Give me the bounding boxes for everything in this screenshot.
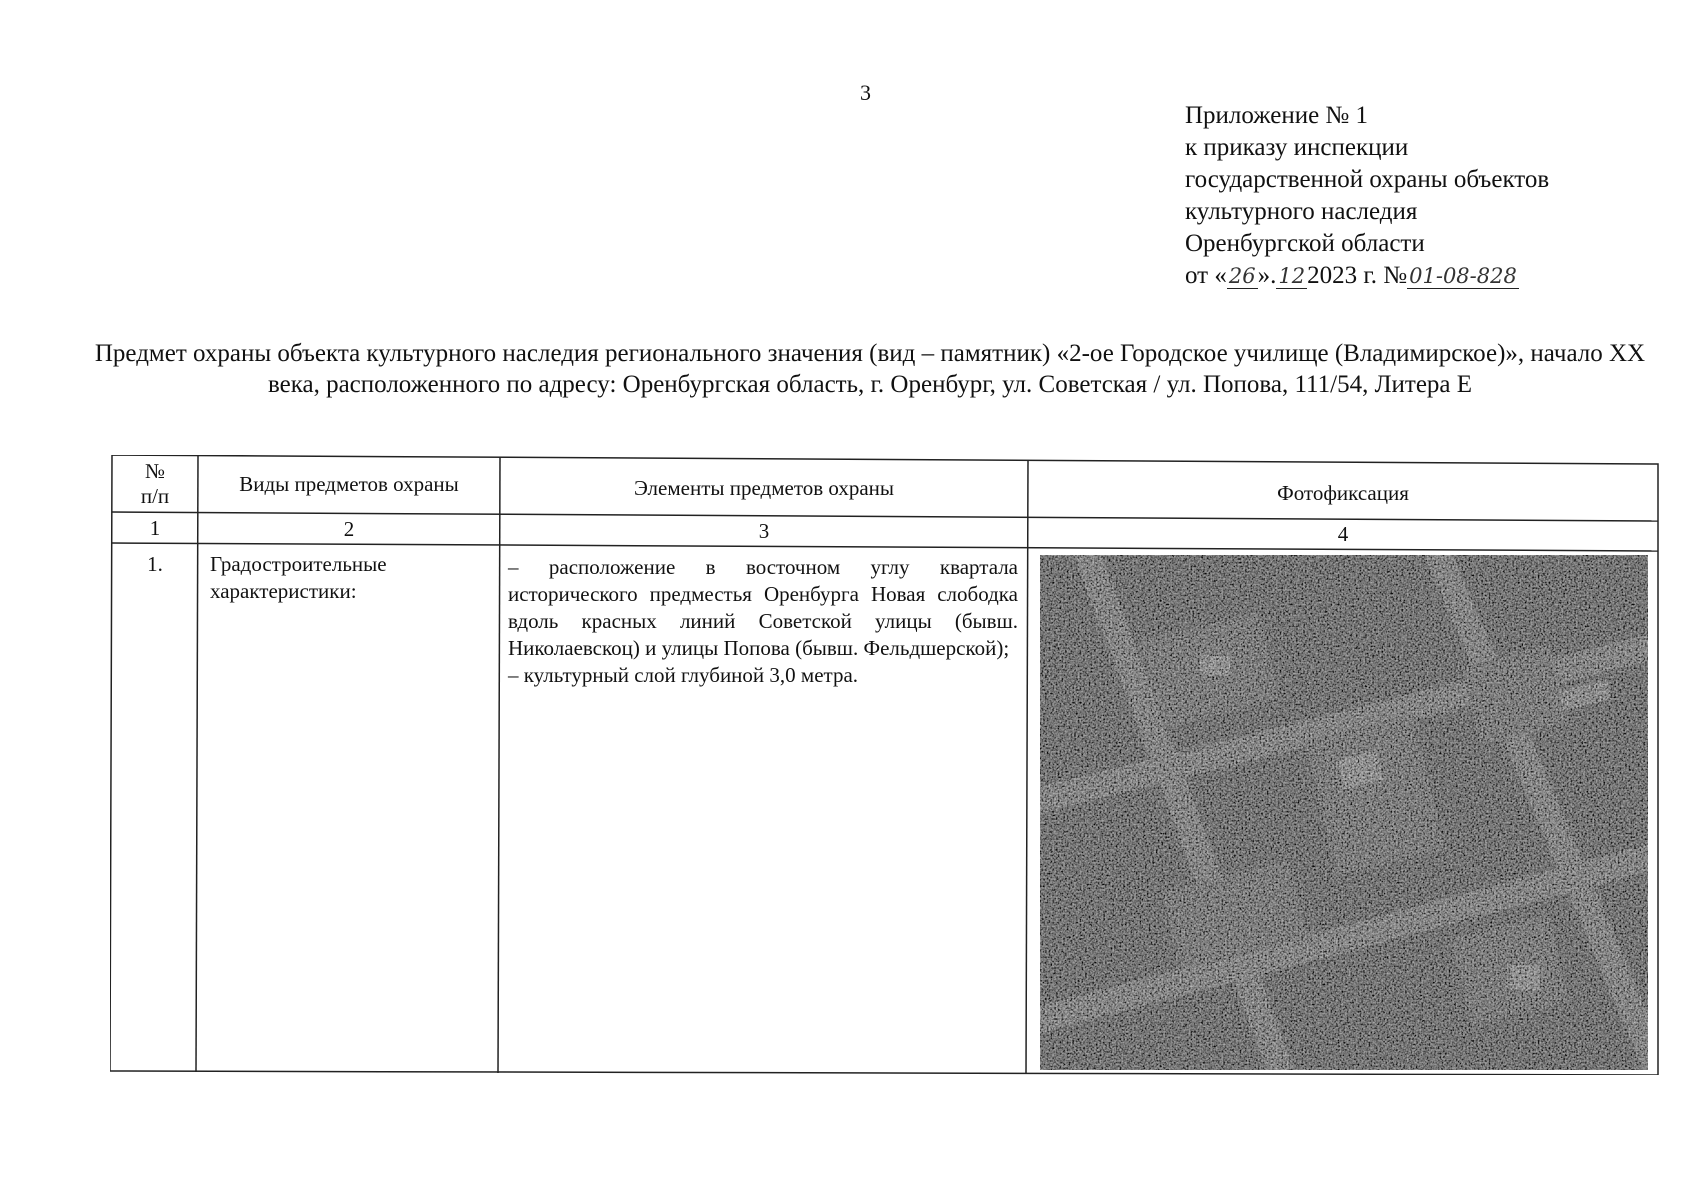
appendix-line: Оренбургской области	[1185, 230, 1425, 257]
handwritten-month: 12	[1278, 264, 1306, 288]
appendix-line: культурного наследия	[1185, 198, 1418, 225]
header-photo-fixation: Фотофиксация	[1277, 481, 1409, 505]
header-protection-types: Виды предметов охраны	[239, 472, 459, 496]
row-number: 1.	[147, 552, 163, 576]
protection-elements-cell	[508, 554, 1018, 689]
column-divider	[196, 455, 198, 1072]
aerial-photo	[1040, 555, 1648, 1070]
appendix-line: к приказу инспекции	[1185, 134, 1409, 161]
protection-table	[110, 455, 1660, 1075]
element-location-text: – расположение в восточном углу квартала исторического предместья Оренбурга Новая слободка вдоль красных линий Советской улицы (бывш. Николаевскоц) и улицы Попова (бывш. Фельдшерской);	[508, 555, 1018, 660]
handwritten-day: 26	[1228, 264, 1256, 288]
protection-type-line: характеристики:	[210, 579, 357, 603]
date-mid: ».	[1257, 262, 1277, 289]
header-protection-elements: Элементы предметов охраны	[633, 476, 895, 500]
date-year: 2023 г. №	[1307, 262, 1408, 289]
appendix-line: Приложение № 1	[1185, 102, 1369, 129]
appendix-line: государственной охраны объектов	[1185, 166, 1550, 193]
element-cultural-layer-text: – культурный слой глубиной 3,0 метра.	[508, 663, 859, 687]
handwritten-order-number: 01-08-828	[1409, 264, 1517, 288]
column-index-3: 3	[758, 519, 770, 543]
column-index-1: 1	[149, 516, 161, 540]
document-title: Предмет охраны объекта культурного наследия регионального значения (вид – памятник) «2-ое Городское училище (Владимирское)», начало XX века, расположенного по адресу: Оренбургская область, г. Оренбург, ул. Советская / ул. Попова, 111/54, Литера Е	[94, 340, 1646, 398]
column-index-2: 2	[343, 517, 355, 541]
protection-type-cell	[210, 551, 490, 605]
column-divider	[1026, 460, 1028, 1074]
page-number: 3	[860, 80, 871, 105]
appendix-date-line	[1185, 260, 1549, 292]
header-num-symbol: №	[144, 459, 166, 483]
date-prefix: от «	[1185, 262, 1227, 289]
header-num-cell	[112, 459, 198, 509]
aerial-photo-image	[1040, 555, 1648, 1070]
protection-type-line: Градостроительные	[210, 552, 387, 576]
header-num-label: п/п	[140, 484, 170, 508]
column-index-4: 4	[1337, 522, 1349, 546]
column-divider	[498, 457, 500, 1073]
appendix-header	[1185, 100, 1549, 292]
